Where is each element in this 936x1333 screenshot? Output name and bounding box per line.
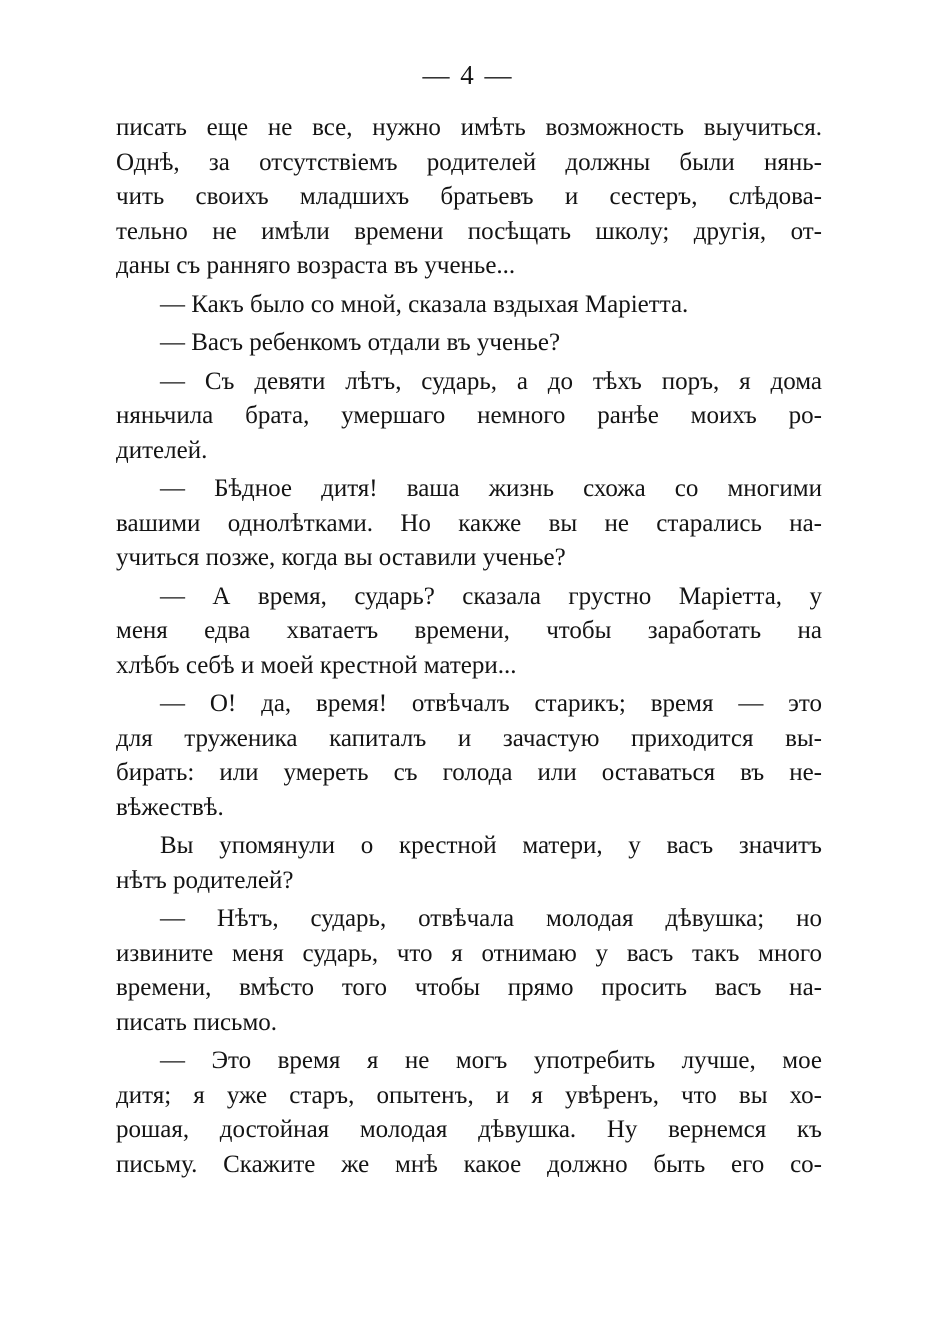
- text-line: — О! да, время! отвѣчалъ старикъ; время — это: [160, 690, 822, 717]
- text-line: — Это время я не могъ употребить лучше, мое: [160, 1047, 822, 1074]
- text-line: вашими однолѣтками. Но какже вы не старались на-: [116, 509, 822, 537]
- body-text: [116, 111, 822, 1182]
- text-line: времени, вмѣсто того чтобы прямо просить васъ на-: [116, 974, 822, 1001]
- text-line: — Съ девяти лѣтъ, сударь, а до тѣхъ поръ, я дома: [160, 367, 822, 395]
- text-line: дителей.: [116, 436, 208, 464]
- text-line: письму. Скажите же мнѣ какое должно быть его со-: [116, 1150, 822, 1178]
- text-line: писать еще не все, нужно имѣть возможность выучиться.: [116, 114, 822, 141]
- text-line: дитя; я уже старъ, опытенъ, и я увѣренъ, что вы хо-: [116, 1081, 822, 1109]
- text-line: — Васъ ребенкомъ отдали въ ученье?: [160, 329, 561, 356]
- text-line: извините меня сударь, что я отнимаю у васъ такъ много: [116, 939, 822, 967]
- text-line: — Нѣтъ, сударь, отвѣчала молодая дѣвушка; но: [160, 905, 822, 932]
- text-line: меня едва хватаетъ времени, чтобы заработать на: [116, 617, 822, 644]
- text-line: няньчила брата, умершаго немного ранѣе моихъ ро-: [116, 402, 822, 429]
- text-line: рошая, достойная молодая дѣвушка. Ну вернемся къ: [116, 1116, 822, 1143]
- text-line: вѣжествѣ.: [116, 793, 224, 821]
- text-line: для труженика капиталъ и зачастую приходится вы-: [116, 724, 822, 752]
- text-line: писать письмо.: [116, 1008, 278, 1036]
- text-line: нѣтъ родителей?: [116, 866, 294, 894]
- text-line: Вы упомянули о крестной матери, у васъ значитъ: [160, 832, 822, 859]
- text-line: учиться позже, когда вы оставили ученье?: [116, 544, 566, 571]
- text-line: бирать: или умереть съ голода или оставаться въ не-: [116, 759, 822, 786]
- text-line: — Бѣдное дитя! ваша жизнь схожа со многими: [160, 475, 822, 502]
- text-line: чить своихъ младшихъ братьевъ и сестеръ, слѣдова-: [116, 183, 822, 210]
- text-line: даны съ ранняго возраста въ ученье...: [116, 252, 516, 279]
- page-number-header: — 4 —: [422, 60, 514, 90]
- text-line: хлѣбъ себѣ и моей крестной матери...: [116, 651, 517, 679]
- text-line: — Какъ было со мной, сказала вздыхая Маріетта.: [160, 290, 689, 318]
- text-line: Однѣ, за отсутствіемъ родителей должны были нянь-: [116, 148, 822, 176]
- text-line: — А время, сударь? сказала грустно Маріетта, у: [160, 582, 822, 610]
- text-line: тельно не имѣли времени посѣщать школу; другія, от-: [116, 217, 822, 245]
